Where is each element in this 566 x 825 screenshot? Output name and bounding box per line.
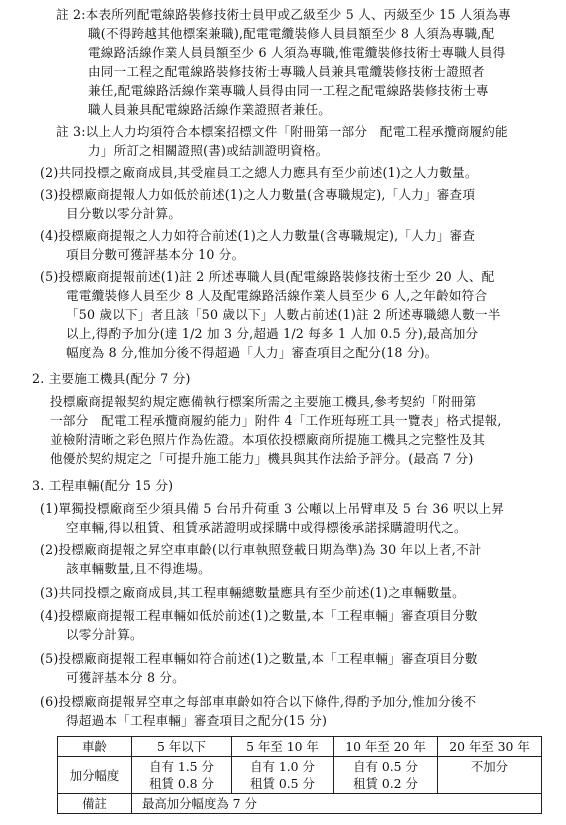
- note-label: 備註: [58, 794, 132, 814]
- table-cell: [334, 757, 438, 794]
- text-line: (2)投標廠商提報之昇空車車齡(以行車執照登載日期為準)為 30 年以上者,不計: [40, 542, 482, 557]
- no-bonus: 不加分: [470, 759, 509, 774]
- text-line: (5)投標廠商提報工程車輛如符合前述(1)之數量,本「工程車輛」審查項目分數: [40, 651, 478, 666]
- text-line: 該車輛數量,且不得進場。: [66, 561, 211, 576]
- text-line: 幅度為 8 分,惟加分後不得超過「人力」審查項目之配分(18 分)。: [66, 345, 438, 360]
- text-line: 註 3:以上人力均須符合本標案招標文件「附冊第一部分 配電工程承攬商履約能: [56, 124, 508, 139]
- text-line: 可獲評基本分 8 分。: [66, 670, 185, 685]
- text-line: 「50 歲以下」者且該「50 歲以下」人數占前述(1)註 2 所述專職總人數一半: [66, 307, 501, 322]
- owned-bonus: 自有 0.5 分: [353, 759, 418, 774]
- table-header-cell: 車齡: [58, 737, 132, 757]
- text-line: 投標廠商提報契約規定應備執行標案所需之主要施工機具,參考契約「附冊第: [50, 394, 477, 409]
- table-cell: [438, 757, 542, 794]
- owned-bonus: 自有 1.5 分: [149, 759, 214, 774]
- text-line: 項目分數可獲評基本分 10 分。: [66, 247, 245, 262]
- text-line: 3. 工程車輛(配分 15 分): [32, 478, 174, 493]
- table-header-cell: 10 年至 20 年: [334, 737, 438, 757]
- text-line: 一部分 配電工程承攬商履約能力」附件 4「工作班每班工具一覽表」格式提報,: [50, 413, 502, 428]
- note-text: 最高加分幅度為 7 分: [132, 794, 542, 814]
- text-line: (4)投標廠商提報工程車輛如低於前述(1)之數量,本「工程車輛」審查項目分數: [40, 608, 478, 623]
- text-line: (5)投標廠商提報前述(1)註 2 所述專職人員(配電線路裝修技術士至少 20 人、配: [40, 269, 495, 284]
- owned-bonus: 自有 1.0 分: [250, 759, 315, 774]
- vehicle-age-bonus-table: [57, 736, 542, 814]
- text-line: 他優於契約規定之「可提升施工能力」機具與其作法給予評分。(最高 7 分): [50, 451, 474, 466]
- text-line: (3)共同投標之廠商成員,其工程車輛總數量應具有至少前述(1)之車輛數量。: [40, 585, 465, 600]
- table-header-cell: 20 年至 30 年: [438, 737, 542, 757]
- leased-bonus: 租賃 0.5 分: [250, 776, 315, 791]
- leased-bonus: 租賃 0.8 分: [149, 776, 214, 791]
- text-line: (1)單獨投標廠商至少須具備 5 台吊升荷重 3 公噸以上吊臂車及 5 台 36 呎以上昇: [40, 501, 505, 516]
- row-label: 加分幅度: [58, 757, 132, 794]
- text-line: 目分數以零分計算。: [66, 206, 182, 221]
- text-line: 以上,得酌予加分(達 1/2 加 3 分,超過 1/2 每多 1 人加 0.5 分),最高加分: [66, 326, 479, 341]
- text-line: 由同一工程之配電線路裝修技術士專職人員兼具電纜裝修技術士證照者: [88, 64, 485, 79]
- text-line: 職(不得跨越其他標案兼職),配電電纜裝修人員員額至少 8 人須為專職,配: [88, 26, 495, 41]
- text-line: 並檢附清晰之彩色照片作為佐證。本項依投標廠商所提施工機具之完整性及其: [50, 432, 485, 447]
- text-line: (4)投標廠商提報之人力如符合前述(1)之人力數量(含專職規定),「人力」審查: [40, 228, 476, 243]
- table-cell: [132, 757, 232, 794]
- text-line: 電電纜裝修人員至少 8 人及配電線路活線作業人員至少 6 人,之年齡如符合: [66, 288, 488, 303]
- text-line: 2. 主要施工機具(配分 7 分): [32, 371, 191, 386]
- text-line: 空車輛,得以租賃、租賃承諾證明或採購中或得標後承諾採購證明代之。: [66, 520, 467, 535]
- text-line: (3)投標廠商提報人力如低於前述(1)之人力數量(含專職規定),「人力」審查項: [40, 187, 476, 202]
- text-line: 註 2:本表所列配電線路裝修技術士員甲或乙級至少 5 人、丙級至少 15 人須為專: [56, 7, 511, 22]
- table-header-cell: 5 年至 10 年: [232, 737, 334, 757]
- table-row: [58, 757, 542, 794]
- text-line: 以零分計算。: [66, 627, 143, 642]
- text-line: 職人員兼具配電線路活線作業證照者兼任。: [88, 102, 332, 117]
- table-row: [58, 794, 542, 814]
- text-line: 得超過本「工程車輛」審查項目之配分(15 分): [66, 713, 328, 728]
- text-line: (6)投標廠商提報昇空車之每部車車齡如符合以下條件,得酌予加分,惟加分後不: [40, 694, 477, 709]
- text-line: 力」所訂之相關證照(書)或結訓證明資格。: [88, 143, 329, 158]
- text-line: 電線路活線作業人員員額至少 6 人須為專職,惟電纜裝修技術士專職人員得: [88, 45, 506, 60]
- text-line: 兼任,配電線路活線作業專職人員得由同一工程之配電線路裝修技術士專: [88, 83, 489, 98]
- table-cell: [232, 757, 334, 794]
- table-header-cell: 5 年以下: [132, 737, 232, 757]
- table-header-row: [58, 737, 542, 757]
- text-line: (2)共同投標之廠商成員,其受雇員工之總人力應具有至少前述(1)之人力數量。: [40, 165, 478, 180]
- leased-bonus: 租賃 0.2 分: [353, 776, 418, 791]
